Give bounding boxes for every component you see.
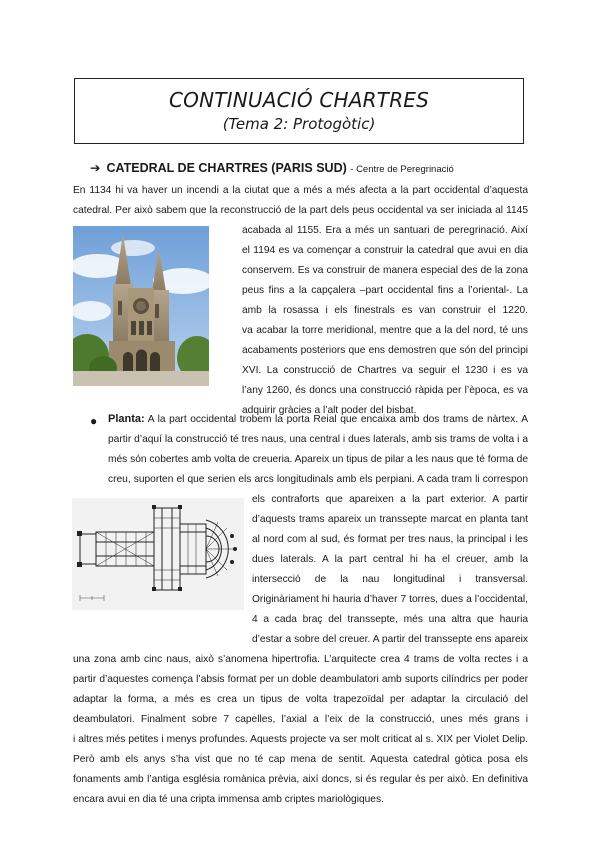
planta-line: els contraforts que apareixen a la part exterior. A partir xyxy=(252,494,528,505)
planta-line: fonaments amb l’antiga església romànica prèvia, així doncs, si és regular és per això. En definitiva xyxy=(73,774,528,785)
intro-line: el 1194 es va començar a construir la catedral que avui en dia xyxy=(242,245,528,256)
planta-line: Però amb els anys s’ha vist que no té cap mena de sentit. Aquesta catedral gòtica posa els xyxy=(73,754,528,765)
planta-line: d’estar a sobre del creuer. A partir del transsepte ens apareix xyxy=(252,634,528,645)
planta-line: partir d’aquí la construcció té tres naus, una central i dues laterals, amb sis trams de volta i a xyxy=(108,434,528,445)
intro-line: peus fins a la capçalera –part occidental fins a l’oriental-. La xyxy=(242,285,528,296)
document-title: CONTINUACIÓ CHARTRES xyxy=(168,88,430,112)
intro-line: l’any 1260, és doncs una construcció ràpida per l’època, es va xyxy=(242,385,528,396)
planta-line: 4 a cada braç del transsepte, més una altra que hauria xyxy=(252,614,528,625)
right-arrow-icon: ➔ xyxy=(90,160,101,175)
planta-line: partir d’aquestes comença l’absis format per un doble deambulatori amb suports cilíndrics per poder xyxy=(73,674,528,685)
intro-line: XVI. La construcció de Chartres va seguir el 1230 i es va xyxy=(242,365,528,376)
intro-line: adquirir gràcies a l’alt poder del bisbat. xyxy=(242,405,417,416)
planta-line: d’aquests trams apareix un transsepte marcat en planta tant xyxy=(252,514,528,525)
cathedral-photo xyxy=(73,226,209,386)
planta-line: encara avui en dia té una cripta immensa amb criptes mariològiques. xyxy=(73,794,384,805)
intro-line: amb la rosassa i els finestrals es van construir el 1220. xyxy=(242,305,528,316)
planta-line: més són cobertes amb volta de creueria. Apareix un tipus de pilar a les naus que té forma de xyxy=(108,454,528,465)
planta-label: Planta: xyxy=(108,413,145,425)
intro-line: conservem. Es va construir de manera especial des de la zona xyxy=(242,265,528,276)
planta-line: una zona amb cinc naus, això s’anomena hipertrofia. L’arquitecte crea 4 trams de volta rectes i a xyxy=(73,654,528,665)
section-heading xyxy=(90,160,454,175)
section-subtitle: - Centre de Peregrinació xyxy=(350,164,454,175)
intro-line: acabada al 1155. Era a més un santuari de peregrinació. Així xyxy=(242,225,528,236)
section-title: CATEDRAL DE CHARTRES (PARIS SUD) xyxy=(106,161,347,175)
title-box xyxy=(74,78,524,144)
planta-first-line: Planta: A la part occidental trobem la porta Reial que encaixa amb dos trams de nàrtex. A xyxy=(108,413,528,425)
planta-line: intersecció de la nau longitudinal i transversal. xyxy=(252,574,528,585)
document-subtitle: (Tema 2: Protogòtic) xyxy=(222,115,376,133)
planta-line: deambulatori. Finalment sobre 7 capelles, l’axial a l’eix de la construcció, unes més grans i xyxy=(73,714,528,725)
bullet-icon: ● xyxy=(90,414,98,428)
planta-line: i altres més petites i menys profundes. Aquests projecte va ser molt criticat al s. XIX per Violet Delip. xyxy=(73,734,528,745)
planta-line: adaptar la forma, a més es crea un tipus de volta trapezoïdal per adaptar la circulació del xyxy=(73,694,528,705)
planta-line: Originàriament hi hauria d’haver 7 torres, dues a l’occidental, xyxy=(252,594,528,605)
floor-plan-drawing xyxy=(72,498,244,610)
intro-line: acabaments posteriors que ens demostren que són del principi xyxy=(242,345,528,356)
intro-line: En 1134 hi va haver un incendi a la ciutat que a més a més afecta a la part occidental d’aquesta xyxy=(73,185,528,196)
planta-line: creu, suporten el que serien els arcs longitudinals amb els perpiani. A cada tram li correspon xyxy=(108,474,528,485)
planta-line: dues laterals. A la part central hi ha el creuer, amb la xyxy=(252,554,528,565)
intro-line: va acabar la torre meridional, mentre que a la del nord, té uns xyxy=(242,325,528,336)
planta-line: al nord com al sud, és format per tres naus, la principal i les xyxy=(252,534,528,545)
intro-line: catedral. Per això sabem que la reconstrucció de la part dels peus occidental va ser iniciada al 1145 xyxy=(73,205,528,216)
